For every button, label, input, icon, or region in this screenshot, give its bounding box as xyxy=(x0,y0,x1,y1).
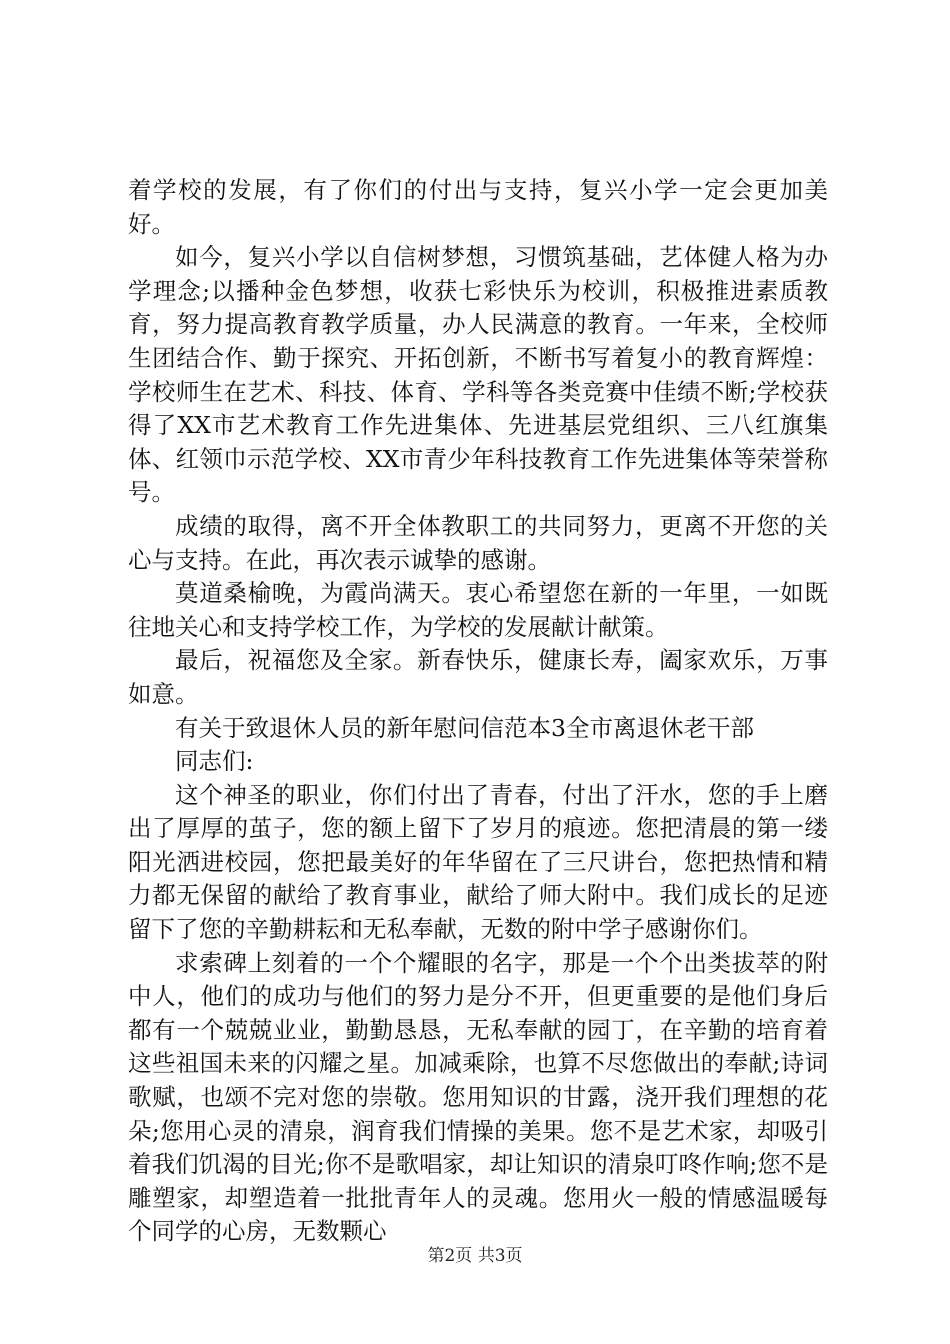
document-body xyxy=(128,174,828,1249)
paragraph-7: 求索碑上刻着的一个个耀眼的名字，那是一个个出类拔萃的附中人，他们的成功与他们的努力是分不开，但更重要的是他们身后都有一个兢兢业业，勤勤恳恳，无私奉献的园丁，在辛勤的培育着这些祖国未来的闪耀之星。加减乘除，也算不尽您做出的奉献;诗词歌赋，也颂不完对您的崇敬。您用知识的甘露，浇开我们理想的花朵;您用心灵的清泉，润育我们情操的美果。您不是艺术家，却吸引着我们饥渴的目光;你不是歌唱家，却让知识的清泉叮咚作响;您不是雕塑家，却塑造着一批批青年人的灵魂。您用火一般的情感温暖每个同学的心房，无数颗心 xyxy=(128,948,828,1246)
paragraph-5: 最后，祝福您及全家。新春快乐，健康长寿，阖家欢乐，万事如意。 xyxy=(128,646,828,708)
section-heading: 有关于致退休人员的新年慰问信范本3全市离退休老干部 xyxy=(175,713,754,742)
paragraph-2: 如今，复兴小学以自信树梦想，习惯筑基础，艺体健人格为办学理念;以播种金色梦想，收获七彩快乐为校训，积极推进素质教育，努力提高教育教学质量，办人民满意的教育。一年来，全校师生团结合作、勤于探究、开拓创新，不断书写着复小的教育辉煌：学校师生在艺术、科技、体育、学科等各类竞赛中佳绩不断;学校获得了XX市艺术教育工作先进集体、先进基层党组织、三八红旗集体、红领巾示范学校、XX市青少年科技教育工作先进集体等荣誉称号。 xyxy=(128,243,828,507)
paragraph-3: 成绩的取得，离不开全体教职工的共同努力，更离不开您的关心与支持。在此，再次表示诚挚的感谢。 xyxy=(128,511,828,574)
page-footer: 第2页 共3页 xyxy=(427,1246,523,1266)
salutation: 同志们: xyxy=(175,747,254,776)
paragraph-1: 着学校的发展，有了你们的付出与支持，复兴小学一定会更加美好。 xyxy=(128,176,828,238)
paragraph-6: 这个神圣的职业，你们付出了青春，付出了汗水，您的手上磨出了厚厚的茧子，您的额上留下了岁月的痕迹。您把清晨的第一缕阳光洒进校园，您把最美好的年华留在了三尺讲台，您把热情和精力都无保留的献给了教育事业，献给了师大附中。我们成长的足迹留下了您的辛勤耕耘和无私奉献，无数的附中学子感谢你们。 xyxy=(128,780,828,944)
paragraph-4: 莫道桑榆晚，为霞尚满天。衷心希望您在新的一年里，一如既往地关心和支持学校工作，为学校的发展献计献策。 xyxy=(128,579,828,641)
